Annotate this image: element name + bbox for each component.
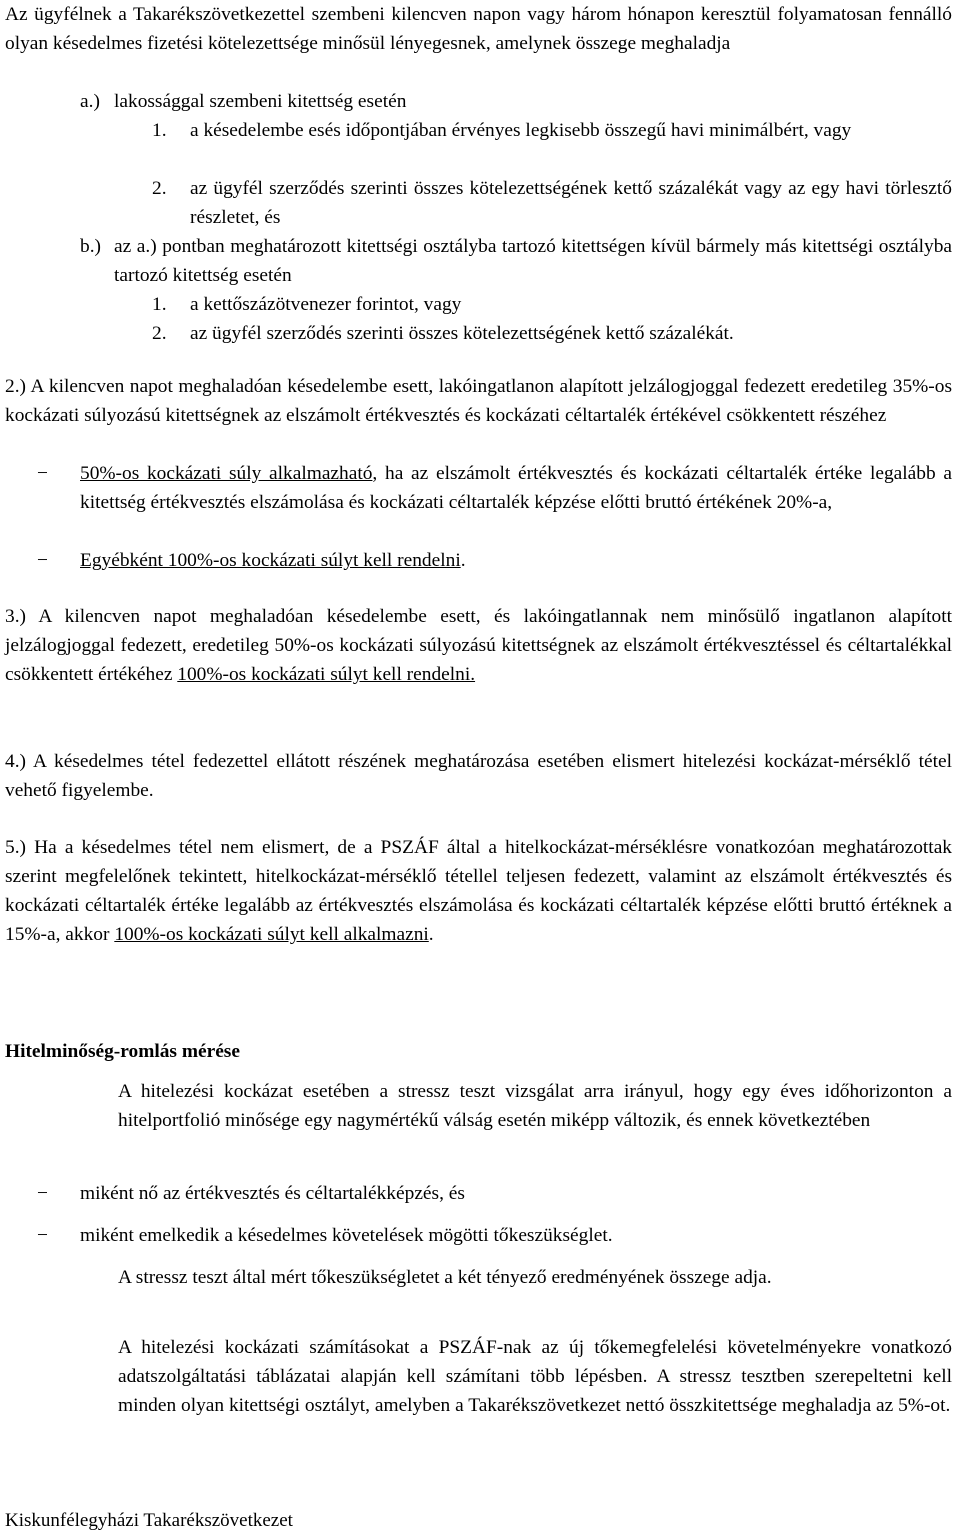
paragraph-text: 5.) Ha a késedelmes tétel nem elismert, de a PSZÁF által a hitelkockázat-mérséklésre vonatkozóan meghatározottak szerint megfelelőnek tekintett, hitelkockázat-mérséklő tétellel teljesen fedezett, valamint az elszámolt értékvesztés és kockázati céltartalék értéke legalább az értékvesztés elszámolása és kockázati céltartalék képzése előtti bruttó értéknek a 15%-a, akkor [5,837,952,945]
bullet-text: , ha az elszámolt értékvesztés és kockázati céltartalék értéke legalább a kitettség értékvesztés elszámolása és kockázati céltartalék képzése előtti bruttó értékének 20%-a, [80,463,952,513]
item-text: a kettőszázötvenezer forintot, vagy [190,294,462,315]
stress-bullet-2: miként emelkedik a késedelmes követelések mögötti tőkeszükséglet. [80,1225,613,1246]
item-text: az ügyfél szerződés szerinti összes kötelezettségének kettő százalékát. [190,323,734,344]
dash-bullet: − [37,1225,48,1246]
page-footer: Kiskunfélegyházi Takarékszövetkezet [5,1510,293,1531]
section-heading: Hitelminőség-romlás mérése [5,1041,240,1062]
underlined-text: Egyébként 100%-os kockázati súlyt kell rendelni [80,550,461,571]
intro-item-b [80,232,952,290]
item-number: 1. [152,120,167,141]
dash-bullet: − [37,463,48,484]
intro-item-a [80,87,406,116]
intro-paragraph: Az ügyfélnek a Takarékszövetkezettel szembeni kilencven napon vagy három hónapon keresztül folyamatosan fennálló olyan késedelmes fizetési kötelezettsége minősül lényegesnek, amelynek összege meghaladja [5,4,952,54]
stress-paragraph-1: A hitelezési kockázat esetében a stressz teszt vizsgálat arra irányul, hogy egy éves időhorizonton a hitelportfolió minősége egy nagymértékű válság esetén miképp változik, és ennek következtében [118,1081,952,1131]
underlined-text: 100%-os kockázati súlyt kell rendelni. [177,664,476,685]
stress-bullet-1: miként nő az értékvesztés és céltartalékképzés, és [80,1183,465,1204]
item-text: az a.) pontban meghatározott kitettségi osztályba tartozó kitettségen kívül bármely más kitettségi osztályba tartozó kitettség esetén [114,236,952,286]
item-number: 2. [152,178,167,199]
section-5-paragraph [5,833,952,949]
section-2-bullet-2 [80,546,952,575]
item-text: lakossággal szembeni kitettség esetén [114,91,407,112]
intro-a-item-2 [152,174,952,232]
stress-paragraph-3: A hitelezési kockázati számításokat a PSZÁF-nak az új tőkemegfelelési követelményekre vonatkozó adatszolgáltatási táblázatai alapján kell számítani több lépésben. A stressz tesztben szerepeltetni kell minden olyan kitettségi osztályt, amelyben a Takarékszövetkezet nettó összkitettsége meghaladja az 5%-ot. [118,1337,952,1416]
intro-b-item-2 [152,319,952,348]
dash-bullet: − [37,1183,48,1204]
intro-b-item-1 [152,290,952,319]
item-label: b.) [80,236,102,257]
intro-a-item-1 [152,116,952,145]
item-text: a késedelembe esés időpontjában érvényes legkisebb összegű havi minimálbért, vagy [190,120,852,141]
section-2-bullet-1 [80,459,952,517]
item-number: 1. [152,294,167,315]
section-3-paragraph [5,602,952,689]
item-text: az ügyfél szerződés szerinti összes kötelezettségének kettő százalékát vagy az egy havi törlesztő részletet, és [190,178,952,228]
item-number: 2. [152,323,167,344]
stress-paragraph-2: A stressz teszt által mért tőkeszükségletet a két tényező eredményének összege adja. [118,1267,772,1288]
paragraph-text: 3.) A kilencven napot meghaladóan késedelembe esett, és lakóingatlannak nem minősülő ingatlanon alapított jelzálogjoggal fedezett, eredetileg 50%-os kockázati súlyozású kitettségnek az elszámolt értékvesztéssel és céltartalékkal csökkentett értékéhez [5,606,952,685]
underlined-text: 100%-os kockázati súlyt kell alkalmazni [114,924,429,945]
item-label: a.) [80,91,100,112]
underlined-text: 50%-os kockázati súly alkalmazható [80,463,373,484]
bullet-text: . [460,550,466,571]
section-2-paragraph: 2.) A kilencven napot meghaladóan késedelembe esett, lakóingatlanon alapított jelzálogjoggal fedezett eredetileg 35%-os kockázati súlyozású kitettségnek az elszámolt értékvesztés és kockázati céltartalék értékével csökkentett részéhez [5,376,952,426]
section-4-paragraph: 4.) A késedelmes tétel fedezettel ellátott részének meghatározása esetében elismert hitelezési kockázat-mérséklő tétel vehető figyelembe. [5,751,952,801]
dash-bullet: − [37,550,48,571]
paragraph-end: . [428,924,434,945]
